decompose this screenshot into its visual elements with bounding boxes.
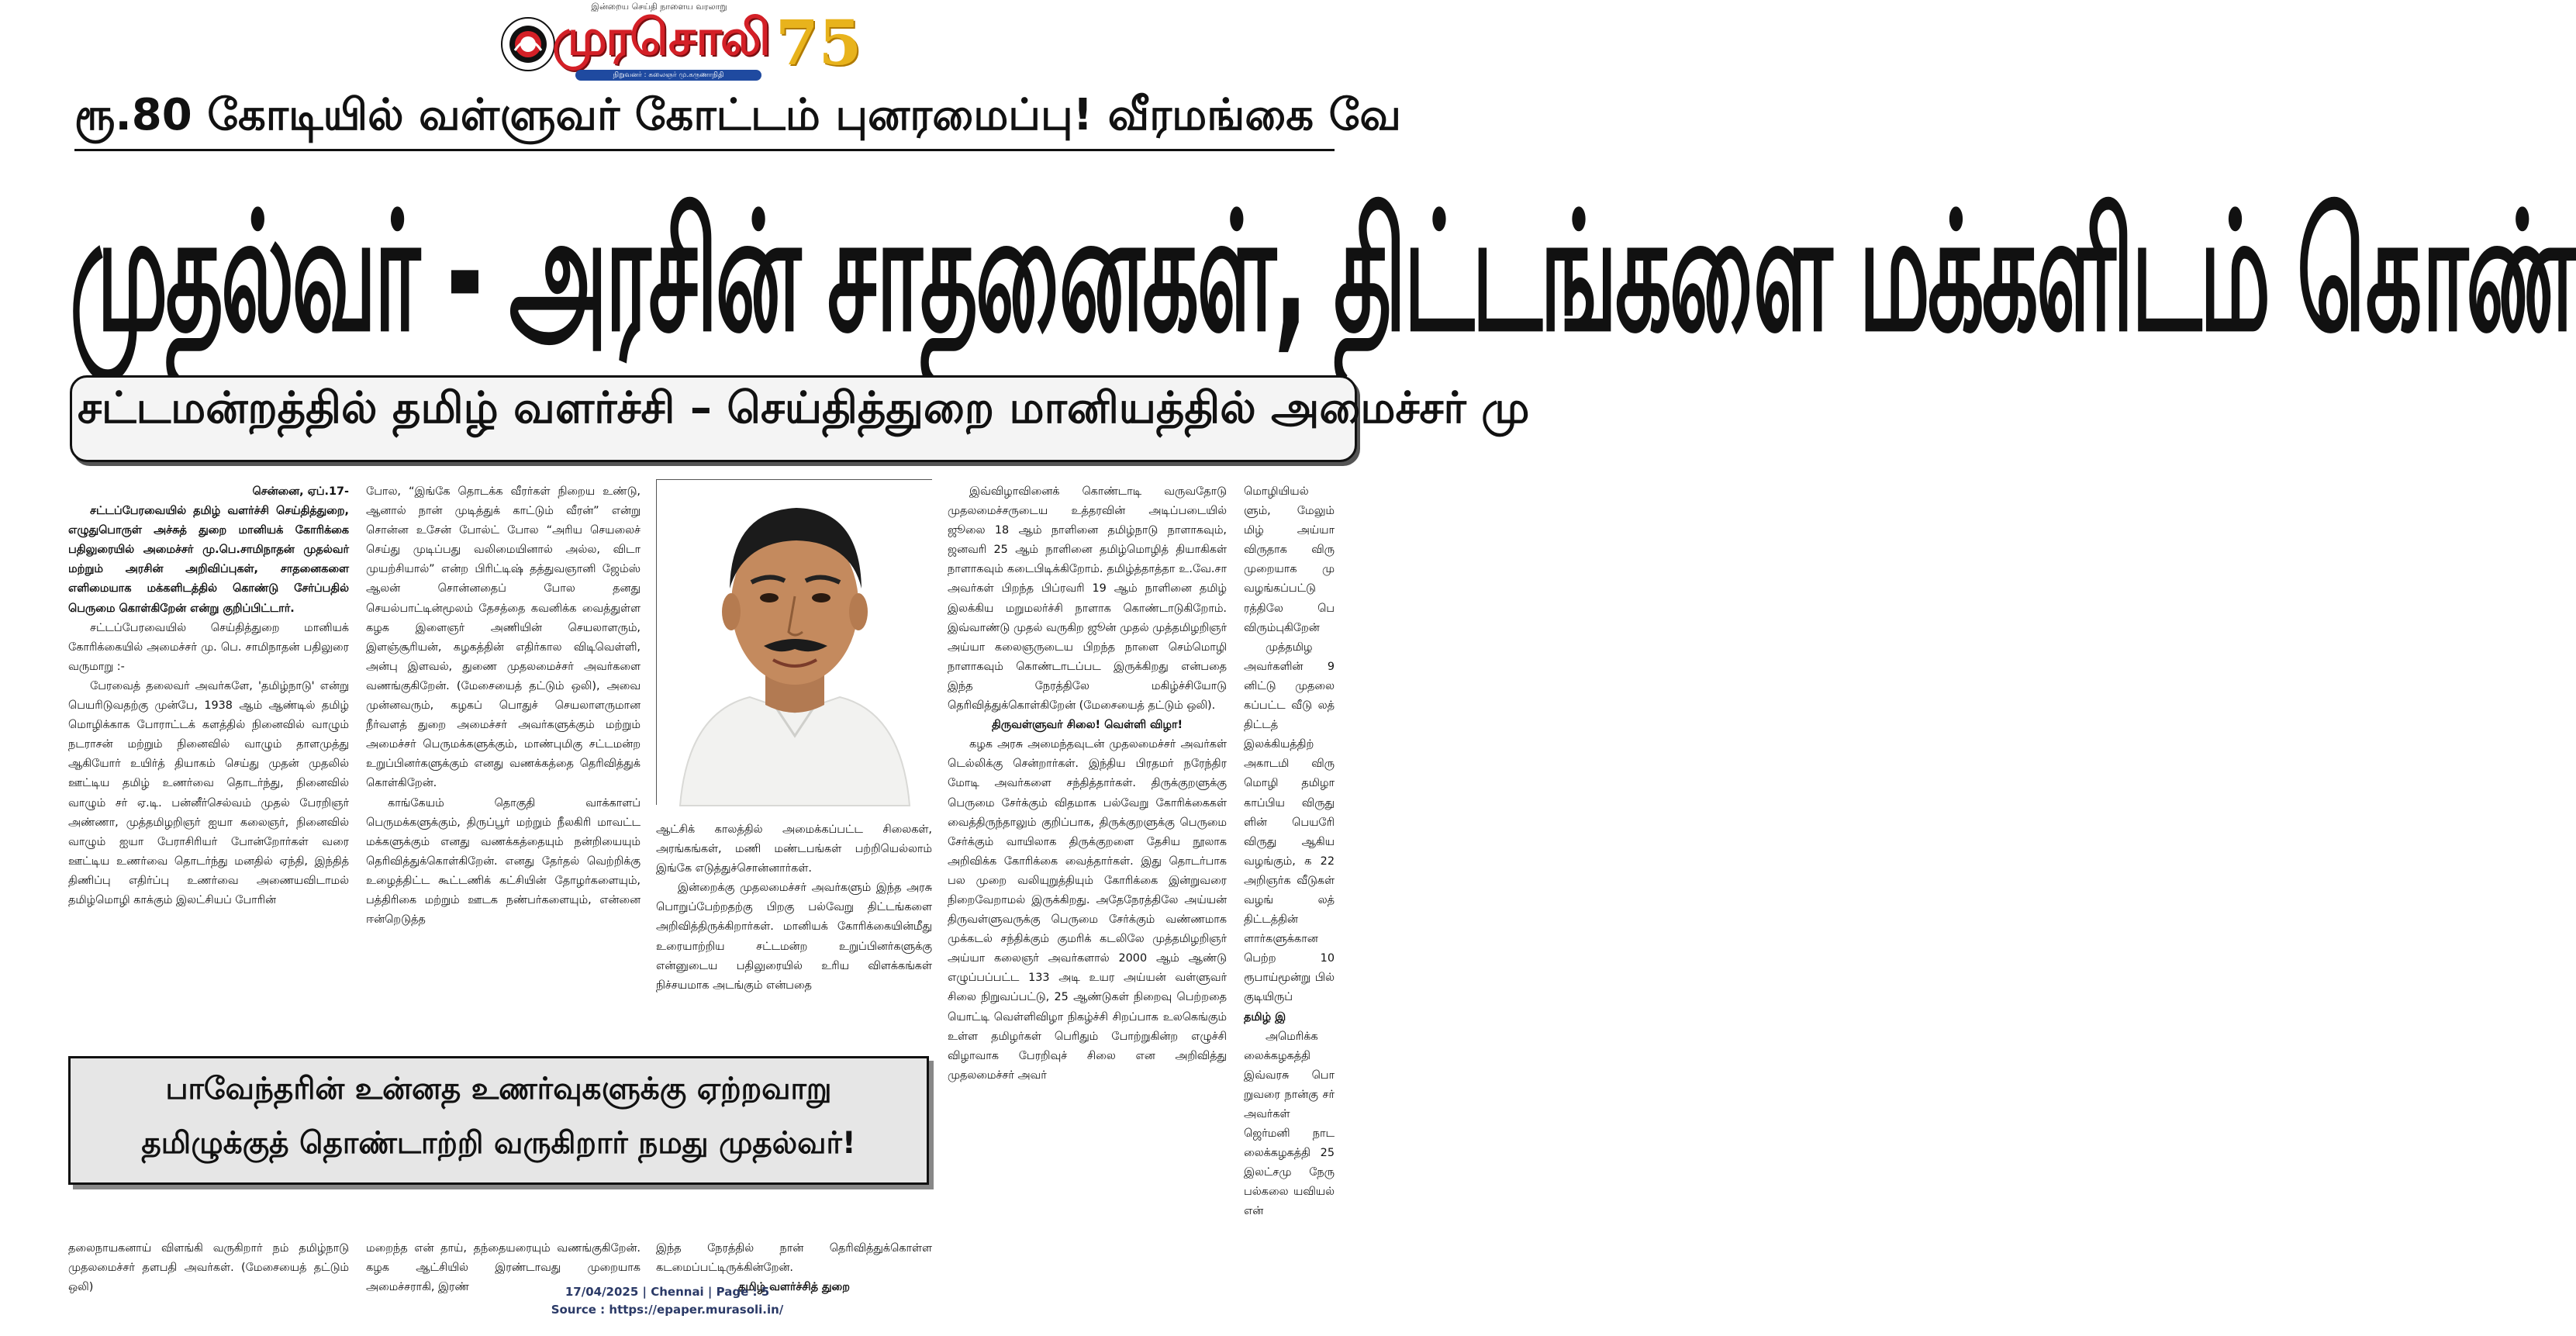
headline-main: முதல்வர் - அரசின் சாதனைகள், திட்டங்களை மக்களிடம் கொண் [70, 177, 2576, 368]
article-column-5 [1244, 482, 1335, 1265]
article-column-4 [948, 482, 1227, 1265]
article-paragraph: மொழியியல் ளும், மேலும் மிழ் அய்யா விருதாக விரு முறையாக மு வழங்கப்பட்டு ரத்திலே பெ விரும்புகிறேன் [1244, 485, 1335, 634]
article-column-2-continued [366, 1239, 641, 1294]
headline-top: ரூ.80 கோடியில் வள்ளுவர் கோட்டம் புனரமைப்பு! வீரமங்கை வே [74, 90, 1401, 140]
article-paragraph: ஆட்சிக் காலத்தில் அமைக்கப்பட்ட சிலைகள், அரங்கங்கள், மணி மண்டபங்கள் பற்றியெல்லாம் இங்கே எடுத்துச்சொன்னார்கள். [656, 823, 932, 875]
footer-date-page: 17/04/2025 | Chennai | Page : 5 [565, 1285, 770, 1299]
minister-portrait-photo [656, 479, 932, 805]
article-subhead: தமிழ் இ [1244, 1010, 1286, 1024]
article-column-1 [68, 482, 349, 1034]
article-column-2 [366, 482, 641, 1034]
footer-source: Source : https://epaper.murasoli.in/ [551, 1303, 784, 1317]
logo-subtext: நிறுவனர் : கலைஞர் மு.கருணாநிதி [575, 70, 761, 81]
portrait-photo-icon [657, 480, 933, 806]
pull-quote-line-2: தமிழுக்குத் தொண்டாற்றி வருகிறார் நமது முதல்வர்! [141, 1126, 856, 1161]
masthead [0, 0, 1335, 91]
dateline: சென்னை, ஏப்.17- [252, 485, 349, 498]
article-paragraph: முத்தமிழ அவர்களின் 9 னிட்டு முதலை கப்பட்ட வீடு லத் திட்டத் இலக்கியத்திற் அகாடமி விரு மொழி தமிழா காப்பிய விருது ளின் பெயரிே விருது ஆகிய வழங்கும், க 22 அறிஞர்க வீடுகள் வழங் லத் திட்டத்தின் ளார்களுக்கான பெற்ற 10 ரூபாய்மூன்று பில் குடியிருப் [1244, 640, 1335, 1004]
anniversary-75-logo: 75 [775, 6, 862, 79]
headline-underline [74, 149, 1335, 151]
article-lead: சட்டப்பேரவையில் தமிழ் வளர்ச்சி செய்தித்துறை, எழுதுபொருள் அச்சுத் துறை மானியக் கோரிக்கை பதிலுரையில் அமைச்சர் மு.பெ.சாமிநாதன் முதல்வர் மற்றும் அரசின் அறிவிப்புகள், சாதனைகளை எளிமையாக மக்களிடத்தில் கொண்டு சேர்ப்பதில் பெருமை கொள்கிறேன் என்று குறிப்பிட்டார். [68, 505, 349, 615]
article-paragraph: காங்கேயம் தொகுதி வாக்காளப் பெருமக்களுக்கும், திருப்பூர் மற்றும் நீலகிரி மாவட்ட மக்களுக்கும் எனது வணக்கத்தையும் நன்றியையும் தெரிவித்துக்கொள்கிறேன். எனது தேர்தல் வெற்றிக்கு உழைத்திட்ட கூட்டணிக் கட்சியின் தோழர்களையும், பத்திரிகை மற்றும் ஊடக நண்பர்களையும், என்னை ஈன்றெடுத்த [366, 796, 641, 927]
article-paragraph: போல, “இங்கே தொடக்க வீரர்கள் நிறைய உண்டு, ஆனால் நான் முடித்துக் காட்டும் வீரன்” என்று சொன்ன உசேன் போல்ட் போல “அரிய செயலைச் செய்து முடிப்பது வலிமையினால் அல்ல, விடா முயற்சியால்” என்ற பிரிட்டிஷ் தத்துவஞானி ஜேம்ஸ் ஆலன் சொன்னதைப் போல தனது செயல்பாட்டின்மூலம் தேசத்தை கவனிக்க வைத்துள்ள கழக இளைஞர் அணியின் செயலாளரும், இளஞ்சூரியன், கழகத்தின் எதிர்கால விடிவெள்ளி, அன்பு இளவல், துணை முதலமைச்சர் அவர்களை வணங்குகிறேன். (மேசையைத் தட்டும் ஒலி), அவை முன்னவரும், கழகப் பொதுச் செயலாளருமான நீர்வளத் துறை அமைச்சர் அவர்களுக்கும் மற்றும் அமைச்சர் பெருமக்களுக்கும், மாண்புமிகு சட்டமன்ற உறுப்பினர்களுக்கும் எனது வணக்கத்தை தெரிவித்துக் கொள்கிறேன். [366, 485, 641, 790]
article-paragraph: கழக அரசு அமைந்தவுடன் முதலமைச்சர் அவர்கள் டெல்லிக்கு சென்றார்கள். இந்திய பிரதமர் நரேந்திர மோடி அவர்களை சந்தித்தார்கள். திருக்குறளுக்கு பெருமை சேர்க்கும் விதமாக பல்வேறு கோரிக்கைகள் வைத்திருந்தாலும் குறிப்பாக, திருக்குறளுக்கு பெருமை சேர்க்கும் வாயிலாக திருக்குறளை தேசிய நூலாக அறிவிக்க கோரிக்கை வைத்தார்கள். இது தொடர்பாக பல முறை வலியுறுத்தியும் கோரிக்கை இன்றுவரை நிறைவேறாமல் இருக்கிறது. அதேநேரத்திலே அய்யன் திருவள்ளுவருக்கு பெருமை சேர்க்கும் வண்ணமாக முக்கடல் சந்திக்கும் குமரிக் கடலிலே முத்தமிழறிஞர் அய்யா கலைஞர் அவர்களால் 2000 ஆம் ஆண்டு எழுப்பப்பட்ட 133 அடி உயர அய்யன் வள்ளுவர் சிலை நிறுவப்பட்டு, 25 ஆண்டுகள் நிறைவு பெற்றதை யொட்டி வெள்ளிவிழா நிகழ்ச்சி சிறப்பாக உலகெங்கும் உள்ள தமிழர்கள் பெரிதும் போற்றுகின்ற எழுச்சி விழாவாக பேரறிவுச் சிலை என அறிவித்து முதலமைச்சர் அவர் [948, 738, 1227, 1082]
newspaper-logo: முரசொலி [552, 9, 769, 67]
article-subhead: தமிழ் வளர்ச்சித் துறை [738, 1281, 850, 1294]
article-paragraph: இன்றைக்கு முதலமைச்சர் அவர்களும் இந்த அரசு பொறுப்பேற்றதற்கு பிறகு பல்வேறு திட்டங்களை அறிவித்திருக்கிறார்கள். மானியக் கோரிக்கையின்மீது உரையாற்றிய சட்டமன்ற உறுப்பினர்களுக்கு என்னுடைய பதிலுரையில் உரிய விளக்கங்கள் நிச்சயமாக அடங்கும் என்பதை [656, 882, 932, 992]
article-paragraph: பேரவைத் தலைவர் அவர்களே, 'தமிழ்நாடு' என்று பெயரிடுவதற்கு முன்பே, 1938 ஆம் ஆண்டில் தமிழ் மொழிக்காக போராட்டக் களத்தில் நினைவில் வாழும் நடராசன் மற்றும் நினைவில் வாழும் தாளமுத்து ஆகியோர் உயிர்த் தியாகம் செய்து முதன் முதலில் ஊட்டிய தமிழ் உணர்வை தொடர்ந்து, நினைவில் வாழும் சர் ஏ.டி. பன்னீர்செல்வம் முதல் பேரறிஞர் அண்ணா, முத்தமிழறிஞர் ஐயா கலைஞர், நினைவில் வாழும் ஐயா பேராசிரியர் போன்றோர்கள் வரை ஊட்டிய உணர்வை தொடர்ந்து மனதில் ஏந்தி, இந்தித் திணிப்பு எதிர்ப்பு உணர்வை அணையவிடாமல் தமிழ்மொழி காக்கும் இலட்சியப் போரின் [68, 679, 349, 906]
article-paragraph: இவ்விழாவினைக் கொண்டாடி வருவதோடு முதலமைச்சருடைய உத்தரவின் அடிப்படையில் ஜூலை 18 ஆம் நாளினை தமிழ்நாடு நாளாகவும், ஜனவரி 25 ஆம் நாளினை தமிழ்மொழித் தியாகிகள் நாளாகவும் கடைபிடிக்கிறோம். தமிழ்த்தாத்தா உ.வே.சா அவர்கள் பிறந்த பிப்ரவரி 19 ஆம் நாளினை தமிழ் இலக்கிய மறுமலர்ச்சி நாளாக கொண்டாடுகிறோம். இவ்வாண்டு முதல் வருகிற ஜூன் முதல் முத்தமிழறிஞர் அய்யா கலைஞருடைய பிறந்த நாளை செம்மொழி நாளாகவும் கொண்டாடப்பட இருக்கிறது என்பதை இந்த நேரத்திலே மகிழ்ச்சியோடு தெரிவித்துக்கொள்கிறேன் (மேசையைத் தட்டும் ஒலி). [948, 485, 1227, 713]
pull-quote-line-1: பாவேந்தரின் உன்னத உணர்வுகளுக்கு ஏற்றவாறு [165, 1072, 832, 1106]
deck-headline: சட்டமன்றத்தில் தமிழ் வளர்ச்சி – செய்தித்துறை மானியத்தில் அமைச்சர் மு [78, 383, 1530, 433]
article-paragraph: அமெரிக்க லைக்கழகத்தி இவ்வரசு பொ றுவரை நான்கு சர் அவர்கள் ஜெர்மனி நாட லைக்கழகத்தி 25 இலட்சமு நேரு பல்கலை யவியல் என் [1244, 1030, 1335, 1218]
article-column-3 [656, 820, 932, 1034]
article-column-1-continued [68, 1239, 349, 1294]
article-subhead: திருவள்ளுவர் சிலை! வெள்ளி விழா! [991, 719, 1183, 732]
article-paragraph: சட்டப்பேரவையில் செய்தித்துறை மானியக் கோரிக்கையில் அமைச்சர் மு. பெ. சாமிநாதன் பதிலுரை வருமாறு :- [68, 621, 349, 673]
page-footer [0, 1283, 1335, 1319]
party-emblem-icon [499, 16, 557, 73]
masthead-tagline: இன்றைய செய்தி நாளைய வரலாறு [591, 2, 727, 12]
article-column-3-continued [656, 1239, 932, 1294]
article-paragraph: தலைநாயகனாய் விளங்கி வருகிறார் நம் தமிழ்நாடு முதலமைச்சர் தளபதி அவர்கள். (மேசையைத் தட்டும் ஒலி) [68, 1242, 349, 1294]
article-paragraph: மறைந்த என் தாய், தந்தையரையும் வணங்குகிறேன். கழக ஆட்சியில் இரண்டாவது முறையாக அமைச்சராகி, இரண் [366, 1242, 641, 1294]
article-paragraph: இந்த நேரத்தில் நான் தெரிவித்துக்கொள்ள கடமைப்பட்டிருக்கின்றேன். [656, 1242, 932, 1275]
